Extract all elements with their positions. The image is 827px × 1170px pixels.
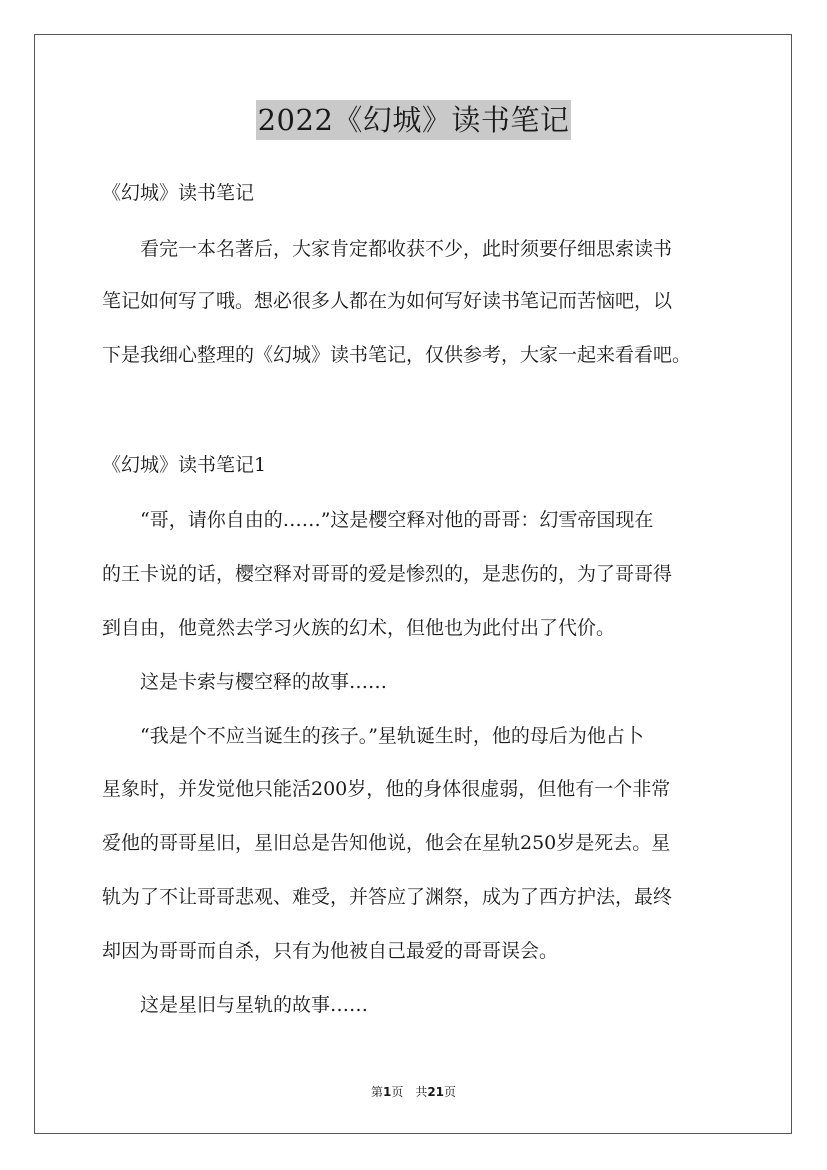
paragraph-line: 的王卡说的话，樱空释对哥哥的爱是惨烈的，是悲伤的，为了哥哥得 — [102, 563, 673, 585]
paragraph-line: 下是我细心整理的《幻城》读书笔记，仅供参考，大家一起来看看吧。 — [102, 344, 692, 366]
paragraph-line: 这是卡索与樱空释的故事…… — [102, 671, 388, 693]
section-heading: 《幻城》读书笔记 — [102, 182, 255, 204]
footer-total-pages: 21 — [427, 1085, 445, 1099]
paragraph-line: 却因为哥哥而自杀，只有为他被自己最爱的哥哥误会。 — [102, 940, 559, 962]
footer-mid: 页 共 — [391, 1085, 428, 1099]
paragraph-line: 星象时，并发觉他只能活200岁，他的身体很虚弱，但他有一个非常 — [102, 778, 671, 800]
paragraph-line: 这是星旧与星轨的故事…… — [102, 994, 369, 1016]
footer-prefix: 第 — [370, 1085, 383, 1099]
paragraph-line: “我是个不应当诞生的孩子。”星轨诞生时，他的母后为他占卜 — [102, 725, 644, 747]
paragraph-line: 到自由，他竟然去学习火族的幻术，但他也为此付出了代价。 — [102, 617, 616, 639]
paragraph-line: 看完一本名著后，大家肯定都收获不少，此时须要仔细思索读书 — [102, 238, 673, 260]
footer-page-number: 1 — [382, 1085, 392, 1099]
paragraph-line: 轨为了不让哥哥悲观、难受，并答应了渊祭，成为了西方护法，最终 — [102, 886, 673, 908]
page-footer — [0, 1083, 827, 1100]
document-title: 2022《幻城》读书笔记 — [256, 100, 572, 140]
section-heading: 《幻城》读书笔记1 — [102, 454, 267, 476]
paragraph-line: 笔记如何写了哦。想必很多人都在为如何写好读书笔记而苦恼吧，以 — [102, 290, 673, 312]
paragraph-line: 爱他的哥哥星旧，星旧总是告知他说，他会在星轨250岁是死去。星 — [102, 832, 671, 854]
footer-suffix: 页 — [444, 1085, 457, 1099]
title-container — [0, 100, 827, 140]
paragraph-line: “哥，请你自由的……”这是樱空释对他的哥哥：幻雪帝国现在 — [102, 509, 654, 531]
